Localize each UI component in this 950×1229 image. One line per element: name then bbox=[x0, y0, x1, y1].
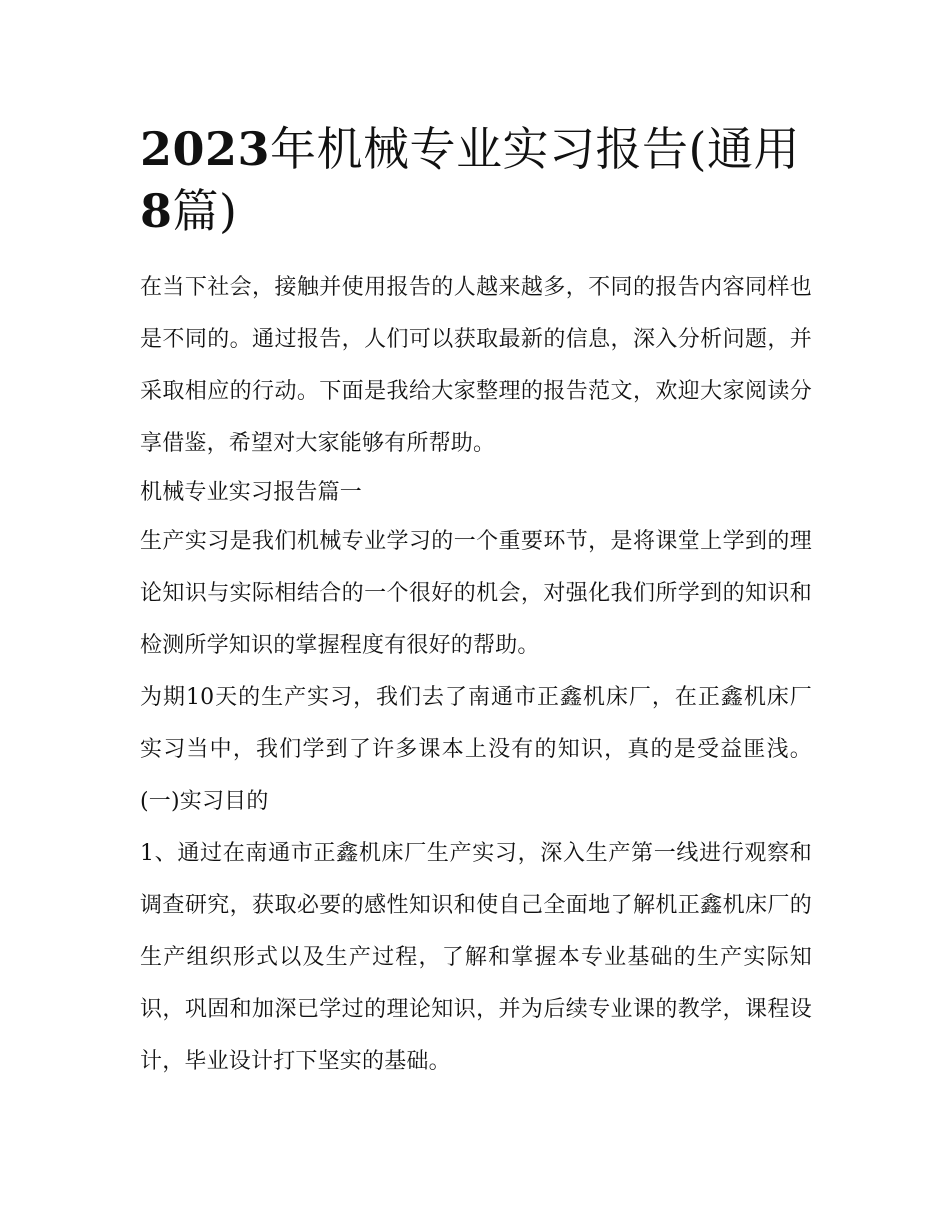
intro-paragraph: 在当下社会，接触并使用报告的人越来越多，不同的报告内容同样也是不同的。通过报告，人们可以获取最新的信息，深入分析问题，并采取相应的行动。下面是我给大家整理的报告范文，欢迎大家阅读分享借鉴，希望对大家能够有所帮助。 bbox=[140, 275, 812, 456]
document-body bbox=[140, 262, 812, 1088]
title-year: 2023 bbox=[140, 122, 271, 176]
document-content bbox=[140, 118, 812, 1088]
body-paragraph: 为期10天的生产实习，我们去了南通市正鑫机床厂，在正鑫机床厂实习当中，我们学到了许多课本上没有的知识，真的是受益匪浅。 (一)实习目的 bbox=[140, 685, 812, 814]
title-text-1: 年机械专业实习报告(通用 bbox=[270, 122, 800, 176]
body-paragraph: 生产实习是我们机械专业学习的一个重要环节，是将课堂上学到的理论知识与实际相结合的一个很好的机会，对强化我们所学到的知识和检测所学知识的掌握程度有很好的帮助。 bbox=[140, 529, 812, 658]
document-title bbox=[140, 118, 812, 242]
section-heading: 机械专业实习报告篇一 bbox=[140, 480, 363, 505]
title-text-2: 篇) bbox=[172, 184, 238, 238]
body-paragraph: 1、通过在南通市正鑫机床厂生产实习，深入生产第一线进行观察和调查研究，获取必要的感性知识和使自己全面地了解机正鑫机床厂的生产组织形式以及生产过程，了解和掌握本专业基础的生产实际知识，巩固和加深已学过的理论知识，并为后续专业课的教学，课程设计，毕业设计打下坚实的基础。 bbox=[140, 841, 812, 1074]
title-count: 8 bbox=[140, 184, 173, 238]
